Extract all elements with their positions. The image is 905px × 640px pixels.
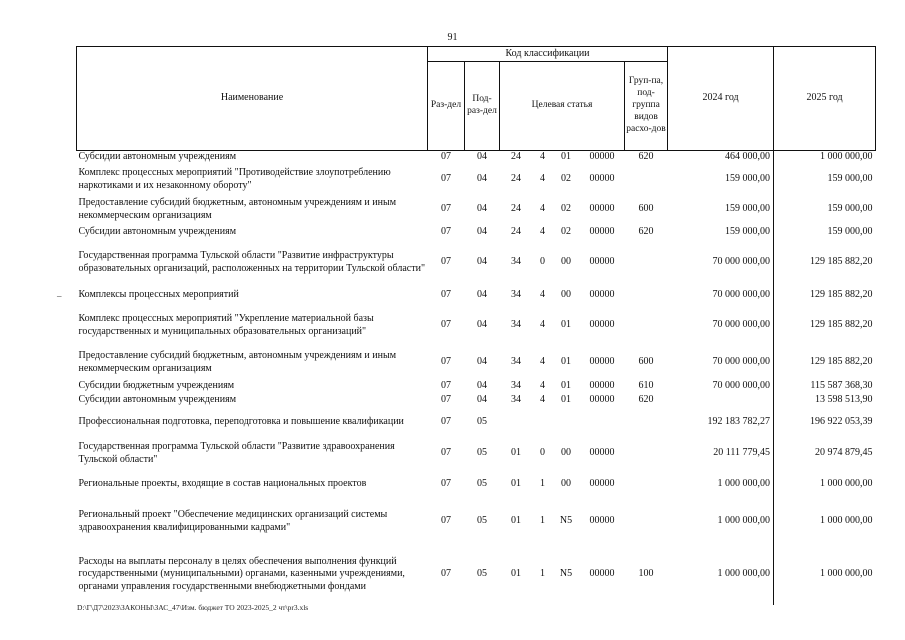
cell-2025: 159 000,00 — [827, 173, 873, 185]
table-row — [77, 437, 876, 471]
cell-2024: 70 000 000,00 — [668, 346, 774, 380]
cell-group: 600 — [638, 203, 654, 215]
cell-target-3: N5 — [559, 515, 573, 527]
cell-target-1: 24 — [511, 151, 521, 163]
cell-target-3: 00 — [561, 478, 571, 490]
cell-target-1: 34 — [511, 256, 521, 268]
cell-name: Субсидии автономным учреждениям — [78, 225, 237, 237]
cell-target-4: 00000 — [589, 356, 615, 368]
cell-2025: 129 185 882,20 — [810, 319, 873, 331]
cell-2024: 70 000 000,00 — [668, 286, 774, 306]
cell-target-1: 01 — [511, 568, 521, 580]
header-code: Код классификации — [428, 47, 668, 62]
cell-target-4: 00000 — [589, 478, 615, 490]
cell-target-2 — [533, 408, 553, 437]
cell-name: Региональные проекты, входящие в состав национальных проектов — [78, 478, 367, 490]
cell-target-1: 24 — [511, 203, 521, 215]
cell-razdel: 07 — [441, 394, 451, 406]
cell-target-4: 00000 — [589, 515, 615, 527]
cell-group: 100 — [638, 568, 654, 580]
cell-podrazdel: 05 — [477, 447, 487, 459]
cell-2025: 159 000,00 — [827, 225, 873, 237]
table-row — [77, 306, 876, 346]
cell-podrazdel: 04 — [477, 173, 487, 185]
cell-target-2: 4 — [540, 151, 545, 163]
cell-razdel: 07 — [441, 415, 451, 427]
cell-target-4: 00000 — [589, 225, 615, 237]
cell-target-4: 00000 — [589, 256, 615, 268]
cell-2025: 20 974 879,45 — [815, 447, 873, 459]
cell-2024: 70 000 000,00 — [668, 380, 774, 394]
cell-2024: 159 000,00 — [668, 165, 774, 195]
cell-target-1: 34 — [511, 319, 521, 331]
cell-target-3: 02 — [561, 203, 571, 215]
cell-2025: 129 185 882,20 — [810, 256, 873, 268]
cell-2024: 159 000,00 — [668, 225, 774, 240]
cell-2024: 1 000 000,00 — [668, 471, 774, 499]
cell-2024: 1 000 000,00 — [668, 545, 774, 605]
table-row — [77, 195, 876, 225]
cell-podrazdel: 04 — [477, 256, 487, 268]
cell-target-2: 4 — [540, 394, 545, 406]
cell-target-1: 24 — [511, 225, 521, 237]
cell-target-1: 01 — [511, 447, 521, 459]
cell-target-2: 1 — [540, 478, 545, 490]
cell-name: Расходы на выплаты персоналу в целях обеспечения выполнения функций государственными (муниципальными) органами, казенными учреждениями, органами управления государственными внебюджетными фондами — [78, 555, 405, 592]
cell-group: 600 — [638, 356, 654, 368]
cell-podrazdel: 05 — [477, 478, 487, 490]
cell-group: 620 — [638, 225, 654, 237]
cell-target-1: 01 — [511, 515, 521, 527]
cell-name: Субсидии автономным учреждениям — [78, 151, 237, 163]
cell-group — [625, 499, 668, 545]
cell-target-4: 00000 — [589, 289, 615, 301]
cell-razdel: 07 — [441, 356, 451, 368]
table-row — [77, 471, 876, 499]
file-path-footer: D:\Г\Д7\2023\ЗАКОНЫ\ЗАС_47\Изм. бюджет ТО 2023-2025_2 чт\pr3.xls — [77, 603, 309, 612]
cell-target-4: 00000 — [589, 203, 615, 215]
table-row — [77, 240, 876, 286]
cell-2025: 1 000 000,00 — [820, 568, 873, 580]
cell-2025: 159 000,00 — [827, 203, 873, 215]
cell-target-3: 01 — [561, 356, 571, 368]
cell-target-2: 1 — [540, 515, 545, 527]
cell-razdel: 07 — [441, 225, 451, 237]
cell-name: Профессиональная подготовка, переподготовка и повышение квалификации — [78, 415, 404, 427]
cell-podrazdel: 04 — [477, 203, 487, 215]
cell-target-2: 4 — [540, 356, 545, 368]
cell-group: 620 — [638, 151, 654, 163]
cell-razdel: 07 — [441, 203, 451, 215]
cell-podrazdel: 04 — [477, 151, 487, 163]
cell-target-2: 4 — [540, 380, 545, 392]
cell-target-2: 4 — [540, 225, 545, 237]
cell-razdel: 07 — [441, 319, 451, 331]
cell-target-3: 00 — [561, 289, 571, 301]
cell-name: Предоставление субсидий бюджетным, автономным учреждениям и иным некоммерческим организациям — [78, 196, 397, 221]
cell-podrazdel: 04 — [477, 380, 487, 392]
cell-2024: 159 000,00 — [668, 195, 774, 225]
cell-target-1: 34 — [511, 394, 521, 406]
cell-target-3 — [553, 408, 580, 437]
header-name: Наименование — [77, 47, 428, 151]
table-row — [77, 151, 876, 165]
header-razdel: Раз-дел — [428, 62, 465, 151]
table-row — [77, 408, 876, 437]
header-podrazdel: Под-раз-дел — [465, 62, 500, 151]
table-row — [77, 394, 876, 408]
cell-target-2: 0 — [540, 447, 545, 459]
cell-name: Субсидии автономным учреждениям — [78, 394, 237, 406]
cell-2024: 192 183 782,27 — [668, 408, 774, 437]
cell-target-3: 01 — [561, 319, 571, 331]
cell-2025: 129 185 882,20 — [810, 356, 873, 368]
cell-target-1 — [500, 408, 533, 437]
header-group: Груп-па, под-группа видов расхо-дов — [625, 62, 668, 151]
cell-name: Предоставление субсидий бюджетным, автономным учреждениям и иным некоммерческим организациям — [78, 349, 397, 374]
cell-2024: 464 000,00 — [668, 151, 774, 165]
cell-target-2: 1 — [540, 568, 545, 580]
cell-target-3: 01 — [561, 151, 571, 163]
cell-podrazdel: 05 — [477, 415, 487, 427]
cell-group — [625, 286, 668, 306]
cell-podrazdel: 04 — [477, 225, 487, 237]
cell-name: Субсидии бюджетным учреждениям — [78, 380, 235, 392]
cell-2025: 1 000 000,00 — [820, 151, 873, 163]
cell-target-4: 00000 — [589, 394, 615, 406]
cell-podrazdel: 05 — [477, 568, 487, 580]
cell-razdel: 07 — [441, 151, 451, 163]
cell-podrazdel: 04 — [477, 289, 487, 301]
cell-2024: 20 111 779,45 — [668, 437, 774, 471]
header-2025: 2025 год — [774, 47, 876, 151]
page-number: 91 — [447, 32, 458, 43]
cell-name: Региональный проект "Обеспечение медицинских организаций системы здравоохранения квалифицированными кадрами" — [78, 508, 388, 533]
cell-target-2: 4 — [540, 203, 545, 215]
cell-target-3: N5 — [559, 568, 573, 580]
cell-razdel: 07 — [441, 568, 451, 580]
cell-group — [625, 437, 668, 471]
cell-group — [625, 306, 668, 346]
table-row — [77, 225, 876, 240]
cell-target-1: 24 — [511, 173, 521, 185]
cell-target-3: 01 — [561, 394, 571, 406]
cell-2024: 70 000 000,00 — [668, 240, 774, 286]
cell-name: Комплекс процессных мероприятий "Противодействие злоупотреблению наркотиками и их незаконному обороту" — [78, 166, 391, 191]
cell-2024 — [668, 394, 774, 408]
table-row — [77, 380, 876, 394]
cell-target-4: 00000 — [589, 173, 615, 185]
table-row — [77, 165, 876, 195]
cell-target-4: 00000 — [589, 319, 615, 331]
cell-group: 610 — [638, 380, 654, 392]
cell-target-1: 34 — [511, 289, 521, 301]
cell-group: 620 — [638, 394, 654, 406]
cell-2024: 70 000 000,00 — [668, 306, 774, 346]
margin-mark: – — [57, 291, 62, 301]
cell-group — [625, 408, 668, 437]
cell-target-4: 00000 — [589, 568, 615, 580]
cell-razdel: 07 — [441, 380, 451, 392]
cell-razdel: 07 — [441, 289, 451, 301]
cell-target-4: 00000 — [589, 447, 615, 459]
cell-target-3: 00 — [561, 447, 571, 459]
cell-target-1: 34 — [511, 380, 521, 392]
cell-name: Комплексы процессных мероприятий — [78, 289, 239, 301]
cell-target-2: 0 — [540, 256, 545, 268]
cell-2024: 1 000 000,00 — [668, 499, 774, 545]
cell-razdel: 07 — [441, 515, 451, 527]
cell-target-3: 02 — [561, 225, 571, 237]
cell-2025: 13 598 513,90 — [815, 394, 873, 406]
cell-target-4: 00000 — [589, 151, 615, 163]
cell-2025: 196 922 053,39 — [810, 415, 873, 427]
cell-target-2: 4 — [540, 289, 545, 301]
cell-2025: 1 000 000,00 — [820, 478, 873, 490]
header-2024: 2024 год — [668, 47, 774, 151]
cell-razdel: 07 — [441, 173, 451, 185]
cell-target-3: 02 — [561, 173, 571, 185]
cell-2025: 115 587 368,30 — [810, 380, 873, 392]
budget-table — [76, 46, 876, 605]
cell-razdel: 07 — [441, 256, 451, 268]
cell-target-2: 4 — [540, 173, 545, 185]
table-row — [77, 286, 876, 306]
cell-name: Государственная программа Тульской области "Развитие здравоохранения Тульской области" — [78, 440, 395, 465]
cell-target-1: 34 — [511, 356, 521, 368]
table-row — [77, 346, 876, 380]
cell-target-3: 01 — [561, 380, 571, 392]
cell-group — [625, 240, 668, 286]
cell-podrazdel: 04 — [477, 394, 487, 406]
cell-target-2: 4 — [540, 319, 545, 331]
cell-podrazdel: 04 — [477, 319, 487, 331]
table-row — [77, 499, 876, 545]
cell-podrazdel: 04 — [477, 356, 487, 368]
cell-target-4: 00000 — [589, 380, 615, 392]
cell-name: Государственная программа Тульской области "Развитие инфраструктуры образовательных организаций, расположенных на территории Тульской области" — [78, 249, 426, 274]
cell-razdel: 07 — [441, 447, 451, 459]
cell-target-3: 00 — [561, 256, 571, 268]
cell-target-4 — [580, 408, 625, 437]
cell-target-1: 01 — [511, 478, 521, 490]
cell-group — [625, 165, 668, 195]
cell-group — [625, 471, 668, 499]
cell-razdel: 07 — [441, 478, 451, 490]
cell-podrazdel: 05 — [477, 515, 487, 527]
table-row — [77, 545, 876, 605]
header-target: Целевая статья — [500, 62, 625, 151]
cell-name: Комплекс процессных мероприятий "Укрепление материальной базы государственных и муниципальных образовательных организаций" — [78, 312, 374, 337]
cell-2025: 1 000 000,00 — [820, 515, 873, 527]
cell-2025: 129 185 882,20 — [810, 289, 873, 301]
